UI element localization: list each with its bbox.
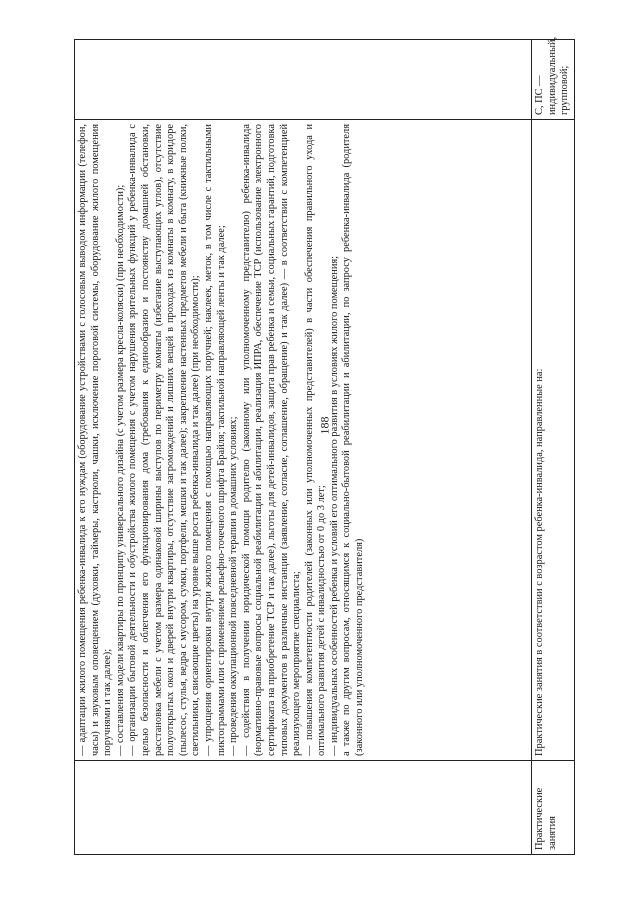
landscape-table-wrapper xyxy=(74,36,571,855)
row1-left-cell xyxy=(75,761,532,855)
row1-right-cell xyxy=(75,40,532,120)
row1-content-cell xyxy=(75,120,532,761)
list-item: — индивидуальных особенностей ребенка и условий его оптимального развития в условиях жилого помещения; xyxy=(328,255,340,756)
list-item: — упрощения ориентировки внутри жилого помещения с помощью направляющих поручней; наклеек, меток, в том числе с тактильными пиктограммами или с применением рельефно-точечного шрифта Брайля; тактильной направляющей ленты и так далее; xyxy=(202,124,227,756)
page-number: 188 xyxy=(317,416,332,435)
list-item: — содействия в получении юридической помощи родителю (законному или уполномоченному представителю) ребенка-инвалида (нормативно-правовые вопросы социальной реабилитации и абилитации, реализация ИПРА, обеспечение ТСР (использование электронного сертификата на приобретение ТСР и так далее), льготы для детей-инвалидов, защита прав ребенка и семьи, социальных гарантий, подготовка типовых документов в различные инстанции (заявление, согласие, соглашение, обращение) и так далее) — в соответствии с компетенцией реализующего мероприятие специалиста; xyxy=(240,124,303,756)
practical-lessons-description: Практические занятия в соответствии с возрастом ребенка-инвалида, направленные на: xyxy=(532,120,575,761)
table-row xyxy=(532,40,575,855)
list-item: — адаптации жилого помещения ребенка-инвалида к его нуждам (оборудование устройствами с голосовым выводом информации (телефон, часы) и звуковым оповещением (духовки, таймеры, кастрюли, чашки, исключение пороговой системы, оборудование жилого помещения поручнями и так далее); xyxy=(77,124,114,756)
table-row xyxy=(75,40,532,855)
list-item: — составления модели квартиры по принципу универсального дизайна (с учетом размера кресла-коляски) (при необходимости); xyxy=(114,184,126,756)
list-item: — повышения компетентности родителей (законных или уполномоченных представителей) в части обеспечения правильного ухода и оптимального развития детей с инвалидностью от 0 до 3 лет; xyxy=(303,124,328,756)
practical-lessons-label: Практические занятия xyxy=(532,761,575,855)
program-table xyxy=(74,36,575,855)
rotated-page-content xyxy=(74,36,571,855)
practical-lessons-format: С, ПС — индивидуальный, групповой; xyxy=(532,40,575,120)
list-item: — проведения оккупационной повседневной терапии в домашних условиях; xyxy=(228,416,240,756)
list-item: — организации бытовой деятельности и обустройства жилого помещения с учетом нарушения зрительных функций у ребенка-инвалида с целью безопасности и облегчения его функционирования дома (требования к единообразию и постоянству домашней обстановки, расстановка мебели с учетом размера одинаковой ширины выступов по периметру комнаты (избегание выступающих углов), отсутствие полуоткрытых окон и дверей внутри квартиры, отсутствие загромождений и лишних вещей в проходах из комнаты в комнату, в коридоре (пылесос, стулья, ведра с мусором, сумки, портфели, мешки и так далее); закрепление настенных предметов мебели и быта (книжные полки, светильники, свисающие цветы) на уровне выше роста ребенка-инвалида и так далее) (при необходимости); xyxy=(127,124,202,756)
list-item: а также по другим вопросам, относящимся к социально-бытовой реабилитации и абилитации, по запросу ребенка-инвалида (родителя (законного или уполномоченного представителя) xyxy=(341,124,366,756)
